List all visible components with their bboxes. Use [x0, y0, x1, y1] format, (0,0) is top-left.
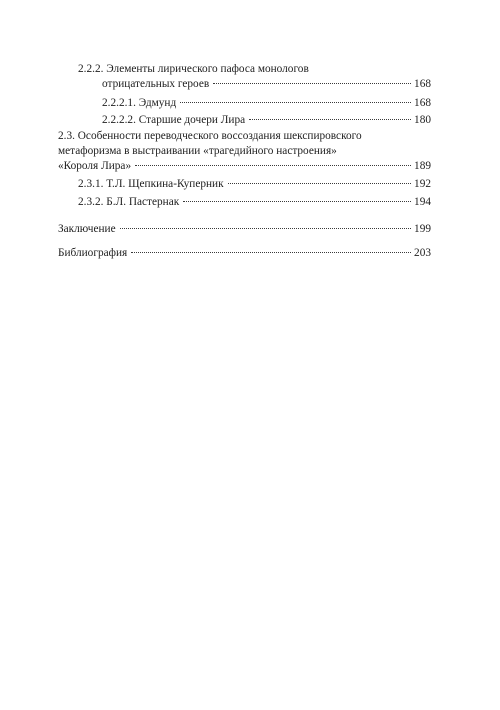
- dot-leader: [228, 182, 411, 184]
- toc-entry-2-3-line3: «Короля Лира»: [58, 160, 132, 172]
- toc-entry-2-2-2-2[interactable]: [102, 113, 431, 128]
- dot-leader: [131, 251, 411, 253]
- toc-page-number: 194: [414, 196, 431, 208]
- toc-entry-label: 2.2.2.2. Старшие дочери Лира: [102, 114, 246, 126]
- toc-entry-2-3-line2: метафоризма в выстраивании «трагедийного настроения»: [58, 145, 337, 157]
- toc-page-number: 168: [414, 97, 431, 109]
- toc-entry-label: 2.3.1. Т.Л. Щепкина-Куперник: [78, 178, 224, 190]
- toc-page-number: 199: [414, 223, 431, 235]
- toc-entry-label: 2.2.2.1. Эдмунд: [102, 97, 177, 109]
- toc-entry-2-3-2[interactable]: [78, 195, 431, 210]
- dot-leader: [180, 101, 411, 103]
- toc-entry-conclusion[interactable]: [58, 222, 431, 237]
- toc-entry-2-2-2[interactable]: [102, 77, 431, 92]
- dot-leader: [120, 227, 411, 229]
- toc-page-number: 192: [414, 178, 431, 190]
- dot-leader: [135, 164, 411, 166]
- toc-entry-2-2-2-1[interactable]: [102, 96, 431, 111]
- toc-entry-2-2-2-line1: 2.2.2. Элементы лирического пафоса монологов: [78, 63, 309, 75]
- toc-entry-bibliography[interactable]: [58, 246, 431, 261]
- toc-entry-2-3[interactable]: [58, 159, 431, 174]
- dot-leader: [213, 82, 411, 84]
- dot-leader: [183, 200, 411, 202]
- toc-page-number: 168: [414, 78, 431, 90]
- toc-entry-2-3-line1: 2.3. Особенности переводческого воссоздания шекспировского: [58, 130, 362, 142]
- toc-page-number: 189: [414, 160, 431, 172]
- toc-page-number: 203: [414, 247, 431, 259]
- toc-entry-label: 2.3.2. Б.Л. Пастернак: [78, 196, 180, 208]
- toc-page-number: 180: [414, 114, 431, 126]
- toc-entry-label: Библиография: [58, 247, 128, 259]
- toc-entry-label: Заключение: [58, 223, 116, 235]
- toc-entry-2-2-2-line2: отрицательных героев: [102, 78, 210, 90]
- toc-entry-2-3-1[interactable]: [78, 177, 431, 192]
- dot-leader: [249, 118, 411, 120]
